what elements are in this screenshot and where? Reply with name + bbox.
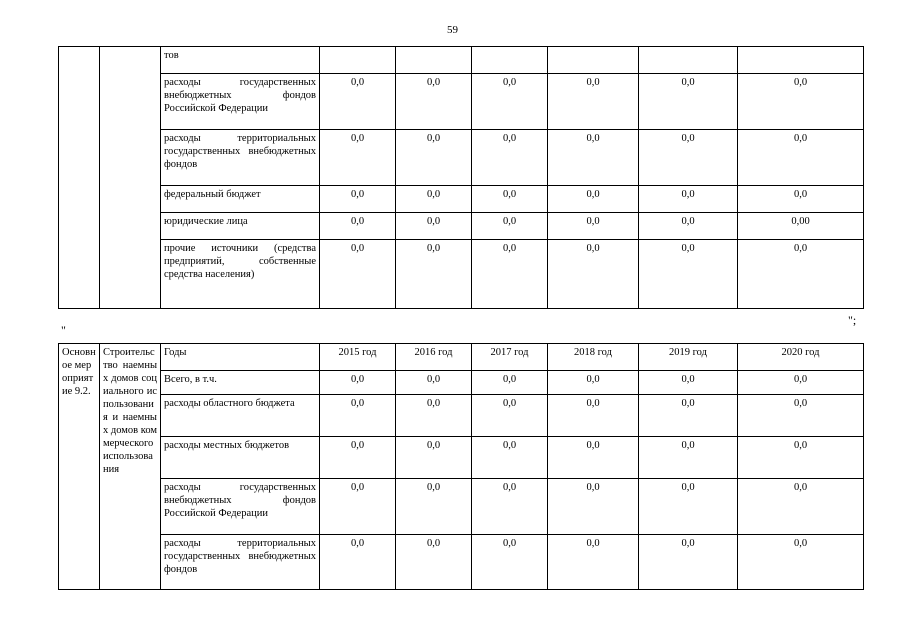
value-cell: 0,0 bbox=[472, 437, 548, 479]
value-cell: 0,0 bbox=[639, 240, 738, 309]
value-cell: 0,0 bbox=[548, 186, 639, 213]
value-cell bbox=[639, 47, 738, 74]
header-years-label: Годы bbox=[161, 344, 320, 371]
value-cell: 0,0 bbox=[472, 371, 548, 395]
row-label: расходы государственных внебюджетных фондов Российской Федерации bbox=[161, 479, 320, 535]
value-cell: 0,0 bbox=[320, 437, 396, 479]
year-header: 2017 год bbox=[472, 344, 548, 371]
value-cell: 0,0 bbox=[738, 74, 864, 130]
value-cell: 0,0 bbox=[396, 437, 472, 479]
table-row bbox=[59, 130, 864, 186]
value-cell: 0,0 bbox=[548, 74, 639, 130]
value-cell: 0,0 bbox=[548, 437, 639, 479]
table-row bbox=[59, 395, 864, 437]
table-header-row bbox=[59, 344, 864, 371]
table-top bbox=[58, 46, 864, 309]
value-cell: 0,0 bbox=[396, 74, 472, 130]
value-cell: 0,0 bbox=[738, 535, 864, 590]
value-cell: 0,0 bbox=[396, 535, 472, 590]
value-cell: 0,0 bbox=[320, 371, 396, 395]
value-cell: 0,0 bbox=[396, 130, 472, 186]
value-cell: 0,0 bbox=[639, 437, 738, 479]
value-cell: 0,0 bbox=[639, 479, 738, 535]
value-cell: 0,0 bbox=[738, 130, 864, 186]
table-row bbox=[59, 213, 864, 240]
year-header: 2016 год bbox=[396, 344, 472, 371]
value-cell: 0,0 bbox=[472, 535, 548, 590]
value-cell: 0,0 bbox=[548, 213, 639, 240]
value-cell: 0,0 bbox=[320, 240, 396, 309]
value-cell: 0,0 bbox=[639, 130, 738, 186]
value-cell: 0,0 bbox=[396, 395, 472, 437]
value-cell: 0,0 bbox=[472, 240, 548, 309]
value-cell bbox=[320, 47, 396, 74]
value-cell: 0,0 bbox=[738, 395, 864, 437]
value-cell: 0,0 bbox=[472, 74, 548, 130]
table-row bbox=[59, 535, 864, 590]
measure-number: Основное мероприятие 9.2. bbox=[62, 347, 96, 397]
value-cell: 0,0 bbox=[320, 213, 396, 240]
empty-cell bbox=[100, 47, 161, 309]
row-label: Всего, в т.ч. bbox=[161, 371, 320, 395]
table-row bbox=[59, 74, 864, 130]
value-cell: 0,0 bbox=[472, 213, 548, 240]
row-label: расходы территориальных государственных внебюджетных фондов bbox=[161, 130, 320, 186]
value-cell: 0,0 bbox=[548, 535, 639, 590]
opening-quote: " bbox=[61, 323, 66, 337]
value-cell: 0,0 bbox=[738, 186, 864, 213]
value-cell bbox=[396, 47, 472, 74]
row-label: расходы местных бюджетов bbox=[161, 437, 320, 479]
value-cell: 0,0 bbox=[639, 213, 738, 240]
closing-quote: "; bbox=[848, 313, 857, 327]
row-label: прочие источники (средства предприятий, собственные средства населения) bbox=[161, 240, 320, 309]
year-header: 2019 год bbox=[639, 344, 738, 371]
value-cell: 0,0 bbox=[472, 130, 548, 186]
value-cell: 0,0 bbox=[639, 535, 738, 590]
row-label: расходы государственных внебюджетных фондов Российской Федерации bbox=[161, 74, 320, 130]
measure-title: Строительство наемных домов социального использования и наемных домов коммерческого использования bbox=[103, 347, 158, 475]
value-cell: 0,0 bbox=[396, 213, 472, 240]
value-cell: 0,0 bbox=[548, 371, 639, 395]
row-label: расходы областного бюджета bbox=[161, 395, 320, 437]
table-row bbox=[59, 479, 864, 535]
value-cell bbox=[548, 47, 639, 74]
value-cell: 0,0 bbox=[639, 186, 738, 213]
row-label: тов bbox=[161, 47, 320, 74]
value-cell: 0,0 bbox=[738, 371, 864, 395]
value-cell: 0,0 bbox=[396, 240, 472, 309]
value-cell: 0,0 bbox=[548, 479, 639, 535]
value-cell: 0,0 bbox=[396, 371, 472, 395]
value-cell: 0,0 bbox=[320, 74, 396, 130]
value-cell: 0,0 bbox=[320, 130, 396, 186]
value-cell: 0,0 bbox=[639, 74, 738, 130]
value-cell: 0,0 bbox=[396, 479, 472, 535]
value-cell: 0,0 bbox=[738, 437, 864, 479]
value-cell: 0,00 bbox=[738, 213, 864, 240]
value-cell: 0,0 bbox=[738, 240, 864, 309]
empty-cell bbox=[59, 47, 100, 309]
table-row bbox=[59, 371, 864, 395]
value-cell bbox=[738, 47, 864, 74]
value-cell: 0,0 bbox=[548, 130, 639, 186]
value-cell: 0,0 bbox=[320, 535, 396, 590]
value-cell: 0,0 bbox=[548, 240, 639, 309]
table-row bbox=[59, 47, 864, 74]
value-cell: 0,0 bbox=[472, 479, 548, 535]
value-cell: 0,0 bbox=[639, 371, 738, 395]
value-cell: 0,0 bbox=[738, 479, 864, 535]
value-cell: 0,0 bbox=[396, 186, 472, 213]
table-row bbox=[59, 437, 864, 479]
page-number: 59 bbox=[447, 24, 458, 36]
year-header: 2015 год bbox=[320, 344, 396, 371]
value-cell: 0,0 bbox=[548, 395, 639, 437]
value-cell: 0,0 bbox=[320, 479, 396, 535]
table-row bbox=[59, 186, 864, 213]
table-row bbox=[59, 240, 864, 309]
measure-title-cell bbox=[100, 344, 161, 590]
value-cell bbox=[472, 47, 548, 74]
measure-number-cell bbox=[59, 344, 100, 590]
value-cell: 0,0 bbox=[320, 186, 396, 213]
value-cell: 0,0 bbox=[472, 395, 548, 437]
value-cell: 0,0 bbox=[472, 186, 548, 213]
row-label: юридические лица bbox=[161, 213, 320, 240]
row-label: расходы территориальных государственных внебюджетных фондов bbox=[161, 535, 320, 590]
table-bottom bbox=[58, 343, 864, 590]
value-cell: 0,0 bbox=[320, 395, 396, 437]
row-label: федеральный бюджет bbox=[161, 186, 320, 213]
year-header: 2018 год bbox=[548, 344, 639, 371]
year-header: 2020 год bbox=[738, 344, 864, 371]
value-cell: 0,0 bbox=[639, 395, 738, 437]
